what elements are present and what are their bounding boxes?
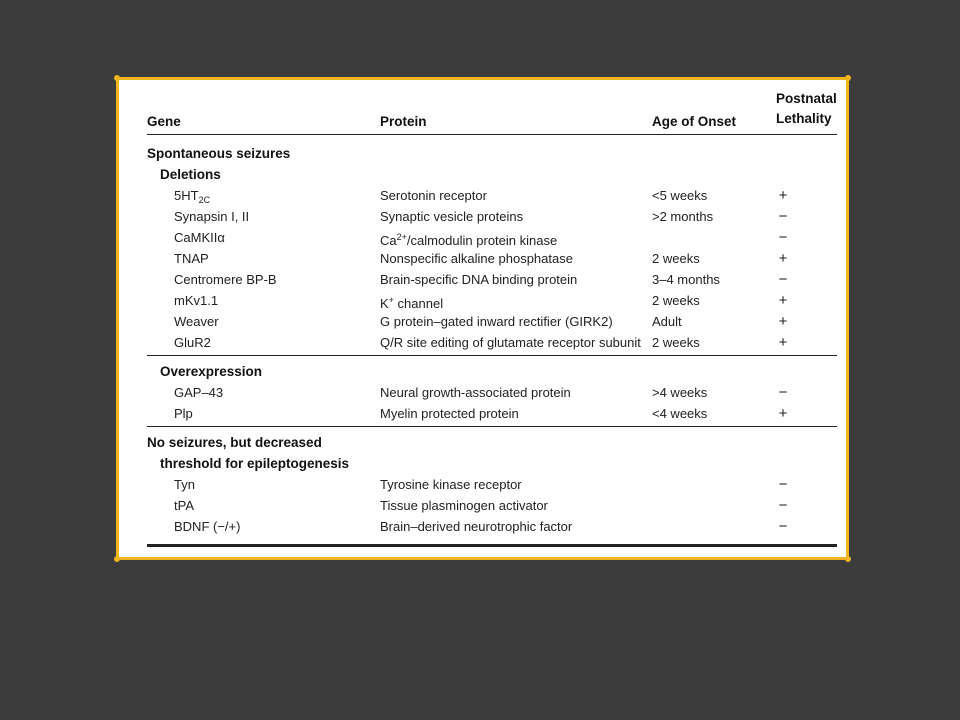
lethality-cell: +: [778, 334, 788, 351]
table-bottom-rule: [147, 544, 837, 547]
gene-cell: [174, 311, 219, 332]
age-of-onset-cell: Adult: [652, 314, 682, 329]
lethality-cell: +: [778, 187, 788, 204]
table-row: [147, 474, 837, 495]
age-of-onset-cell: >4 weeks: [652, 385, 708, 400]
section-spontaneous-seizures: [147, 143, 837, 164]
protein-name: Synaptic vesicle proteins: [380, 209, 524, 224]
protein-name: Myelin protected protein: [380, 406, 519, 421]
gene-table: [147, 88, 837, 547]
lethality-cell: −: [778, 497, 788, 514]
gene-cell: [174, 227, 225, 248]
protein-name: /calmodulin protein kinase: [406, 233, 558, 248]
age-of-onset-cell: 2 weeks: [652, 293, 700, 308]
protein-name: Tissue plasminogen activator: [380, 498, 548, 513]
protein-cell: [380, 311, 613, 332]
table-row: [147, 495, 837, 516]
section-no-seizures-cont: [147, 453, 837, 474]
table-row: [147, 185, 837, 206]
gene-cell: [174, 382, 223, 403]
gene-name: Centromere BP-B: [174, 272, 277, 287]
gene-name: mKv1.1: [174, 293, 219, 308]
section-label: threshold for epileptogenesis: [160, 456, 350, 471]
gene-subscript: 2C: [198, 195, 211, 205]
table-row: [147, 269, 837, 290]
table-row: [147, 248, 837, 269]
lethality-cell: +: [778, 250, 788, 267]
protein-superscript: 2+: [396, 232, 407, 242]
section-label: No seizures, but decreased: [147, 435, 322, 450]
frame-corner-handle: [114, 556, 120, 562]
protein-cell: [380, 516, 572, 537]
gene-cell: [174, 290, 218, 311]
header-postnatal-lethality: [776, 89, 837, 129]
subsection-deletions: [147, 164, 837, 185]
gene-cell: [174, 269, 277, 290]
frame-corner-handle: [845, 75, 851, 81]
gene-name: Tyn: [174, 477, 195, 492]
protein-cell: [380, 248, 573, 269]
gene-cell: [174, 403, 193, 424]
table-row: [147, 206, 837, 227]
gene-cell: [174, 516, 240, 537]
table-row: [147, 403, 837, 424]
section-no-seizures: [147, 432, 837, 453]
protein-name: Neural growth-associated protein: [380, 385, 571, 400]
protein-cell: [380, 403, 519, 424]
protein-name: Brain-specific DNA binding protein: [380, 272, 578, 287]
gene-name: BDNF (−/+): [174, 519, 241, 534]
gene-name: GluR2: [174, 335, 211, 350]
lethality-cell: −: [778, 476, 788, 493]
header-lethality-line2: Lethality: [776, 111, 832, 126]
table-row: [147, 382, 837, 403]
gene-name: GAP–43: [174, 385, 224, 400]
protein-name: channel: [393, 296, 444, 311]
protein-cell: [380, 474, 522, 495]
age-of-onset-cell: <5 weeks: [652, 188, 708, 203]
protein-name: Nonspecific alkaline phosphatase: [380, 251, 573, 266]
lethality-cell: +: [778, 292, 788, 309]
subsection-label: Overexpression: [160, 364, 263, 379]
age-of-onset-cell: >2 months: [652, 209, 714, 224]
lethality-cell: −: [778, 271, 788, 288]
gene-name: Plp: [174, 406, 193, 421]
header-age-of-onset: Age of Onset: [652, 114, 737, 129]
protein-name: Serotonin receptor: [380, 188, 487, 203]
subsection-label: Deletions: [160, 167, 221, 182]
protein-name: Tyrosine kinase receptor: [380, 477, 522, 492]
deletions-rows: [147, 185, 837, 353]
protein-cell: [380, 269, 577, 290]
table-row: [147, 227, 837, 248]
gene-name: Synapsin I, II: [174, 209, 250, 224]
table-frame: [116, 77, 849, 560]
lethality-cell: +: [778, 405, 788, 422]
table-row: [147, 290, 837, 311]
protein-name: Q/R site editing of glutamate receptor subunit: [380, 335, 641, 350]
protein-prefix: Ca: [380, 233, 397, 248]
no-seizures-rows: [147, 474, 837, 537]
age-of-onset-cell: 2 weeks: [652, 251, 700, 266]
lethality-cell: +: [778, 313, 788, 330]
protein-cell: [380, 332, 641, 353]
gene-cell: [174, 248, 209, 269]
frame-corner-handle: [845, 556, 851, 562]
gene-name: TNAP: [174, 251, 209, 266]
protein-name: G protein–gated inward rectifier (GIRK2): [380, 314, 613, 329]
gene-cell: [174, 474, 195, 495]
header-lethality-line1: Postnatal: [776, 91, 837, 106]
subsection-overexpression: [147, 361, 837, 382]
header-protein: Protein: [380, 114, 427, 129]
gene-name: tPA: [174, 498, 194, 513]
table-row: [147, 516, 837, 537]
protein-prefix: K: [380, 296, 389, 311]
lethality-cell: −: [778, 384, 788, 401]
protein-superscript: +: [388, 295, 394, 305]
gene-name: 5HT: [174, 188, 199, 203]
protein-cell: [380, 206, 523, 227]
table-row: [147, 311, 837, 332]
lethality-cell: −: [778, 229, 788, 246]
protein-name: Brain–derived neurotrophic factor: [380, 519, 573, 534]
age-of-onset-cell: <4 weeks: [652, 406, 708, 421]
gene-name: CaMKIIα: [174, 230, 225, 245]
overexpression-rows: [147, 382, 837, 424]
header-gene: Gene: [147, 114, 181, 129]
lethality-cell: −: [778, 518, 788, 535]
protein-cell: [380, 382, 571, 403]
table-header: [147, 88, 837, 135]
gene-name: Weaver: [174, 314, 219, 329]
age-of-onset-cell: 3–4 months: [652, 272, 720, 287]
section-label: Spontaneous seizures: [147, 146, 291, 161]
frame-corner-handle: [114, 75, 120, 81]
gene-cell: [174, 495, 194, 516]
gene-cell: [174, 206, 249, 227]
table-row: [147, 332, 837, 353]
protein-cell: [380, 185, 487, 206]
protein-cell: [380, 495, 548, 516]
age-of-onset-cell: 2 weeks: [652, 335, 700, 350]
lethality-cell: −: [778, 208, 788, 225]
gene-cell: [174, 332, 211, 353]
